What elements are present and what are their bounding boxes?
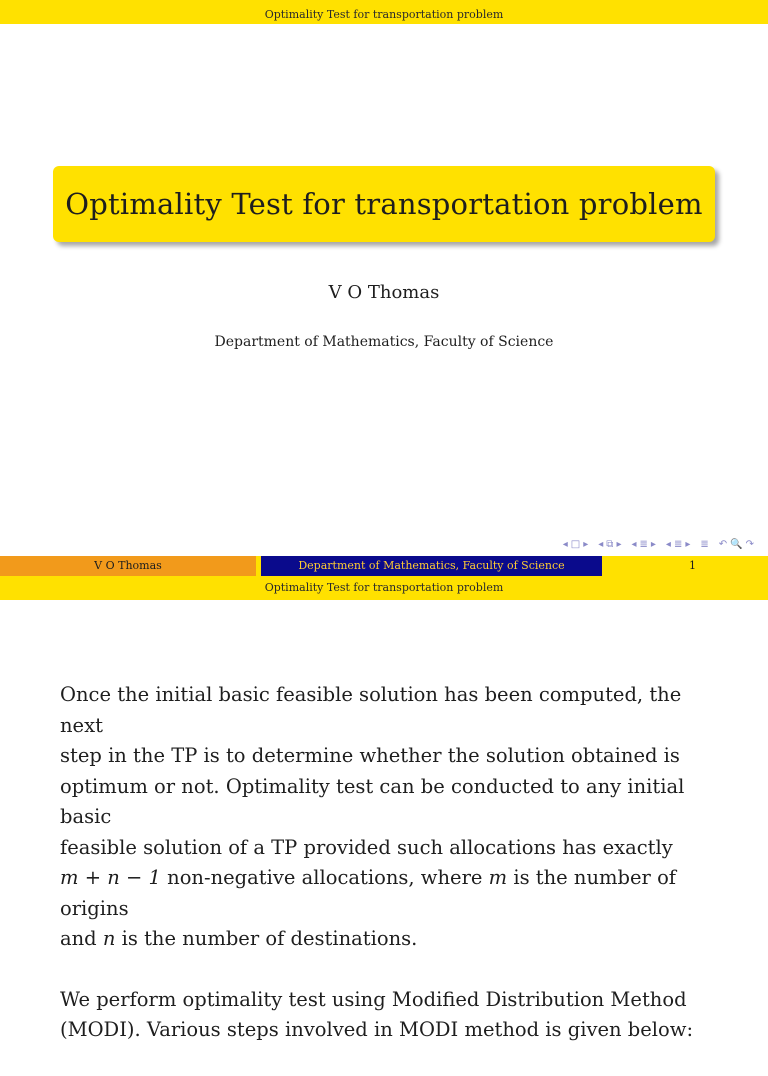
footer-institute: Department of Mathematics, Faculty of Science	[261, 556, 602, 576]
institute-name: Department of Mathematics, Faculty of Science	[214, 334, 554, 350]
paragraph-modi-method	[60, 985, 720, 1046]
text-line: is the number of destinations.	[115, 927, 418, 950]
footer-bar	[0, 556, 768, 576]
footer-author: V O Thomas	[0, 556, 256, 576]
math-expression: m + n − 1	[60, 866, 161, 889]
slide-headline: Optimality Test for transportation problem	[0, 6, 768, 24]
nav-doc-icon[interactable]: ◂ ≣ ▸	[665, 538, 691, 550]
math-variable: m	[488, 866, 508, 889]
slide-body	[60, 680, 720, 1076]
math-variable: n	[102, 927, 116, 950]
slide-headline: Optimality Test for transportation problem	[0, 576, 768, 600]
presentation-title: Optimality Test for transportation problem	[65, 187, 703, 221]
title-block	[53, 166, 715, 242]
nav-section-icon[interactable]: ◂ ≣ ▸	[631, 538, 656, 550]
text-line: and	[60, 927, 103, 950]
text-line: (MODI). Various steps involved in MODI method is given below:	[60, 1018, 694, 1041]
author-name: V O Thomas	[328, 282, 440, 303]
text-line: We perform optimality test using Modified Distribution Method	[60, 987, 687, 1011]
nav-search-icon[interactable]: ↶ 🔍 ↷	[718, 538, 754, 550]
paragraph-optimality-intro	[60, 680, 720, 955]
nav-subsection-icon[interactable]: ◂ ⧉ ▸	[598, 538, 622, 550]
nav-frame-icon[interactable]: ◂ □ ▸	[562, 538, 589, 550]
nav-align-icon[interactable]: ≣	[700, 538, 709, 550]
text-line: non-negative allocations, where	[160, 866, 489, 889]
text-line: step in the TP is to determine whether the solution obtained is	[60, 744, 680, 767]
text-line: is the number of origins	[60, 866, 677, 920]
slide-content	[0, 576, 768, 1041]
footer-page-number: 1	[602, 556, 768, 576]
beamer-navigation-bar	[563, 536, 760, 552]
text-line: optimum or not. Optimality test can be conducted to any initial basic	[60, 774, 685, 828]
text-line: feasible solution of a TP provided such allocations has exactly	[60, 835, 673, 859]
text-line: Once the initial basic feasible solution has been computed, the next	[60, 683, 682, 737]
